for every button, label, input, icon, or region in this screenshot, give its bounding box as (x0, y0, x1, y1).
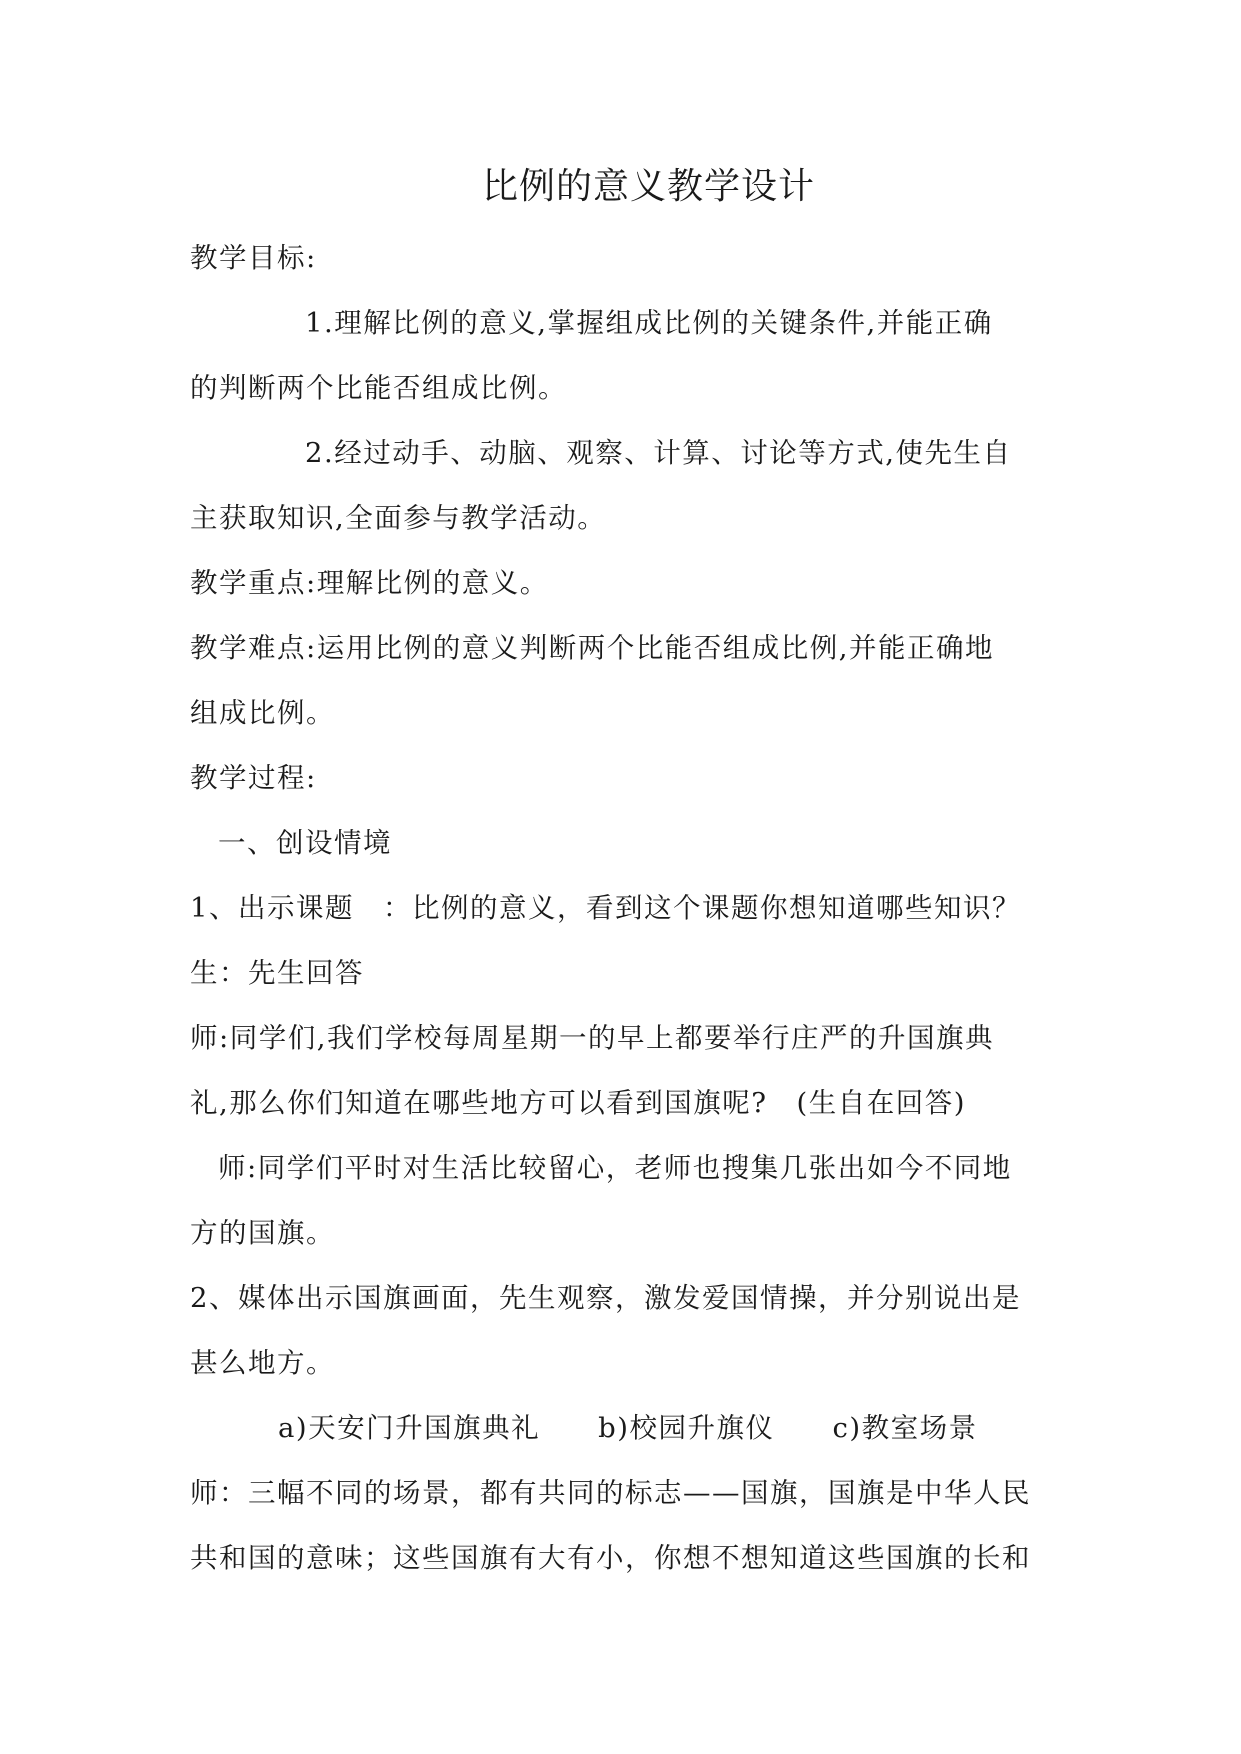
paragraph-line: 1、出示课题 ：比例的意义，看到这个课题你想知道哪些知识？ (190, 892, 1021, 924)
subsection-heading-scenario: 一、创设情境 (218, 827, 392, 859)
scene-options (190, 1396, 1060, 1461)
paragraph-line: 方的国旗。 (190, 1217, 335, 1249)
difficult-point-line-1: 教学难点:运用比例的意义判断两个比能否组成比例,并能正确地 (190, 632, 995, 664)
paragraph-line: 礼,那么你们知道在哪些地方可以看到国旗呢? (生自在回答) (190, 1087, 966, 1119)
paragraph-line: 师:同学们,我们学校每周星期一的早上都要举行庄严的升国旗典 (190, 1022, 995, 1054)
paragraph-line: 甚么地方。 (190, 1347, 335, 1379)
objective-2-line-2: 主获取知识,全面参与教学活动。 (190, 502, 607, 534)
paragraph-line: 师：三幅不同的场景，都有共同的标志——国旗，国旗是中华人民 (190, 1477, 1031, 1509)
document-body (190, 226, 1060, 1591)
objective-1-line-2: 的判断两个比能否组成比例。 (190, 372, 567, 404)
section-heading-process: 教学过程: (190, 762, 317, 794)
document-title: 比例的意义教学设计 (481, 166, 815, 207)
paragraph-line: 共和国的意味；这些国旗有大有小，你想不想知道这些国旗的长和 (190, 1542, 1031, 1574)
paragraph-line: 生：先生回答 (190, 957, 364, 989)
scene-option-b: b)校园升旗仪 (598, 1412, 775, 1444)
scene-option-a: a)天安门升国旗典礼 (278, 1412, 541, 1444)
section-heading-objectives: 教学目标: (190, 242, 317, 274)
difficult-point-line-2: 组成比例。 (190, 697, 335, 729)
paragraph-line: 2、媒体出示国旗画面，先生观察，激发爱国情操，并分别说出是 (190, 1282, 1021, 1314)
paragraph-line: 师:同学们平时对生活比较留心，老师也搜集几张出如今不同地 (218, 1152, 1012, 1184)
scene-option-c: c)教室场景 (832, 1412, 978, 1444)
objective-1-line-1: 1.理解比例的意义,掌握组成比例的关键条件,并能正确 (305, 307, 993, 339)
objective-2-line-1: 2.经过动手、动脑、观察、计算、讨论等方式,使先生自 (305, 437, 1012, 469)
key-point: 教学重点:理解比例的意义。 (190, 567, 549, 599)
